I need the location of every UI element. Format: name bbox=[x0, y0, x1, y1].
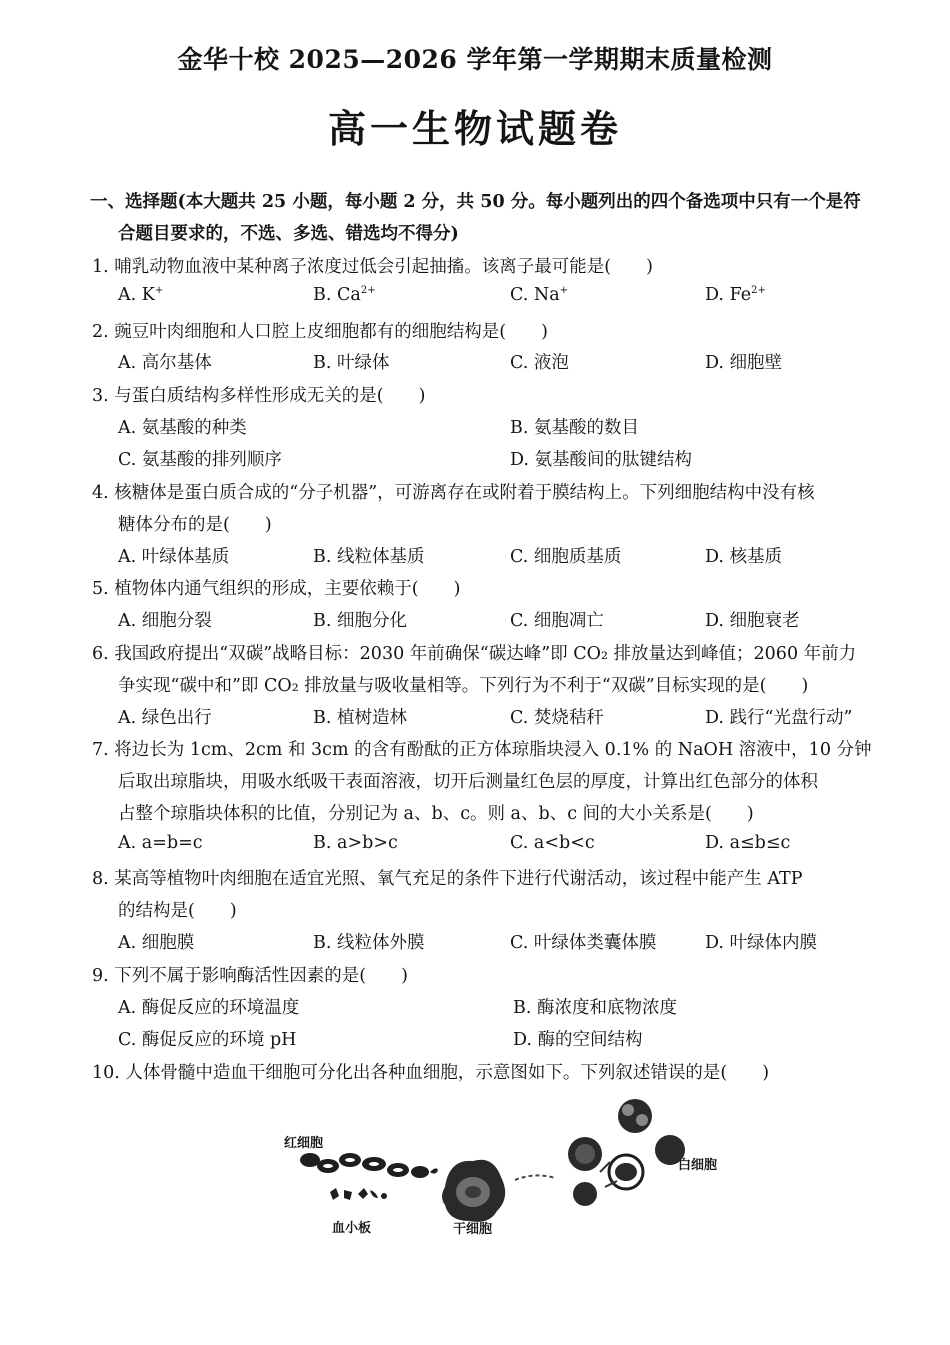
option-9b: B. 酶浓度和底物浓度 bbox=[513, 998, 678, 1018]
option-6b: B. 植树造林 bbox=[313, 708, 408, 728]
option-4c: C. 细胞质基质 bbox=[510, 547, 622, 567]
option-1d: D. $Fe^{2+}$ bbox=[705, 285, 766, 305]
option-1c: C. Na+ bbox=[510, 285, 569, 305]
option-3b: B. 氨基酸的数目 bbox=[510, 418, 640, 438]
option-8a: A. 细胞膜 bbox=[118, 933, 195, 953]
option-9d: D. 酶的空间结构 bbox=[513, 1030, 643, 1050]
option-8d: D. 叶绿体内膜 bbox=[705, 933, 818, 953]
question-number: 1. bbox=[92, 257, 109, 277]
option-9c: C. 酶促反应的环境 pH bbox=[118, 1030, 297, 1050]
question-1 bbox=[92, 253, 653, 278]
option-3c: C. 氨基酸的排列顺序 bbox=[118, 450, 282, 470]
option-3a: A. 氨基酸的种类 bbox=[118, 418, 247, 438]
question-7: 7. 将边长为 1cm、2cm 和 3cm 的含有酚酞的正方体琼脂块浸入 0.1% 的 NaOH 溶液中，10 分钟 bbox=[92, 740, 872, 760]
option-5b: B. 细胞分化 bbox=[313, 611, 408, 631]
option-2a: A. 高尔基体 bbox=[118, 353, 212, 373]
question-8: 8. 某高等植物叶肉细胞在适宜光照、氧气充足的条件下进行代谢活动，该过程中能产生 ATP bbox=[92, 869, 803, 889]
exam-title: 金华十校 2025—2026 学年第一学期期末质量检测 bbox=[177, 45, 773, 74]
question-text: 哺乳动物血液中某种离子浓度过低会引起抽搐。该离子最可能是( ) bbox=[114, 257, 653, 277]
question-2: 2. 豌豆叶肉细胞和人口腔上皮细胞都有的细胞结构是( ) bbox=[92, 322, 548, 342]
option-7d: D. a≤b≤c bbox=[705, 833, 791, 853]
option-2b: B. 叶绿体 bbox=[313, 353, 390, 373]
option-4b: B. 线粒体基质 bbox=[313, 547, 425, 567]
label-stem-cell: 干细胞 bbox=[453, 1222, 493, 1237]
question-8-line2: 的结构是( ) bbox=[118, 901, 237, 921]
paper-title: 高一生物试题卷 bbox=[327, 106, 622, 151]
question-5: 5. 植物体内通气组织的形成，主要依赖于( ) bbox=[92, 579, 461, 599]
option-3d: D. 氨基酸间的肽键结构 bbox=[510, 450, 693, 470]
option-2c: C. 液泡 bbox=[510, 353, 569, 373]
section-instructions-line1: 一、选择题(本大题共 25 小题，每小题 2 分，共 50 分。每小题列出的四个备选项中只有一个是符 bbox=[90, 192, 861, 212]
option-4d: D. 核基质 bbox=[705, 547, 783, 567]
option-1a: A. K+ bbox=[118, 285, 164, 305]
question-7-line3: 占整个琼脂块体积的比值，分别记为 a、b、c。则 a、b、c 间的大小关系是( ) bbox=[118, 804, 754, 824]
option-6a: A. 绿色出行 bbox=[118, 708, 212, 728]
question-6: 6. 我国政府提出“双碳”战略目标：2030 年前确保“碳达峰”即 CO₂ 排放量达到峰值；2060 年前力 bbox=[92, 644, 857, 664]
question-3: 3. 与蛋白质结构多样性形成无关的是( ) bbox=[92, 386, 426, 406]
option-7b: B. a>b>c bbox=[313, 833, 398, 853]
option-6d: D. 践行“光盘行动” bbox=[705, 708, 853, 728]
label-white-blood-cell: 白细胞 bbox=[678, 1158, 718, 1173]
option-6c: C. 焚烧秸秆 bbox=[510, 708, 604, 728]
option-8c: C. 叶绿体类囊体膜 bbox=[510, 933, 657, 953]
option-8b: B. 线粒体外膜 bbox=[313, 933, 425, 953]
option-4a: A. 叶绿体基质 bbox=[118, 547, 230, 567]
blood-cell-diagram bbox=[270, 1092, 750, 1252]
label-red-blood-cell: 红细胞 bbox=[284, 1136, 324, 1151]
section-instructions-line2: 合题目要求的，不选、多选、错选均不得分) bbox=[118, 224, 459, 244]
question-9: 9. 下列不属于影响酶活性因素的是( ) bbox=[92, 966, 408, 986]
question-7-line2: 后取出琼脂块，用吸水纸吸干表面溶液，切开后测量红色层的厚度，计算出红色部分的体积 bbox=[118, 772, 818, 792]
option-7a: A. a=b=c bbox=[118, 833, 203, 853]
option-5a: A. 细胞分裂 bbox=[118, 611, 212, 631]
label-platelet: 血小板 bbox=[332, 1221, 372, 1236]
option-5c: C. 细胞凋亡 bbox=[510, 611, 604, 631]
question-4: 4. 核糖体是蛋白质合成的“分子机器”，可游离存在或附着于膜结构上。下列细胞结构中没有核 bbox=[92, 483, 815, 503]
option-1b: B. $Ca^{2+}$ bbox=[313, 285, 376, 305]
option-2d: D. 细胞壁 bbox=[705, 353, 783, 373]
option-9a: A. 酶促反应的环境温度 bbox=[118, 998, 300, 1018]
option-7c: C. a<b<c bbox=[510, 833, 595, 853]
question-4-line2: 糖体分布的是( ) bbox=[118, 515, 272, 535]
option-5d: D. 细胞衰老 bbox=[705, 611, 800, 631]
question-10: 10. 人体骨髓中造血干细胞可分化出各种血细胞，示意图如下。下列叙述错误的是( ) bbox=[92, 1063, 770, 1083]
question-6-line2: 争实现“碳中和”即 CO₂ 排放量与吸收量相等。下列行为不利于“双碳”目标实现的是( ) bbox=[118, 676, 809, 696]
